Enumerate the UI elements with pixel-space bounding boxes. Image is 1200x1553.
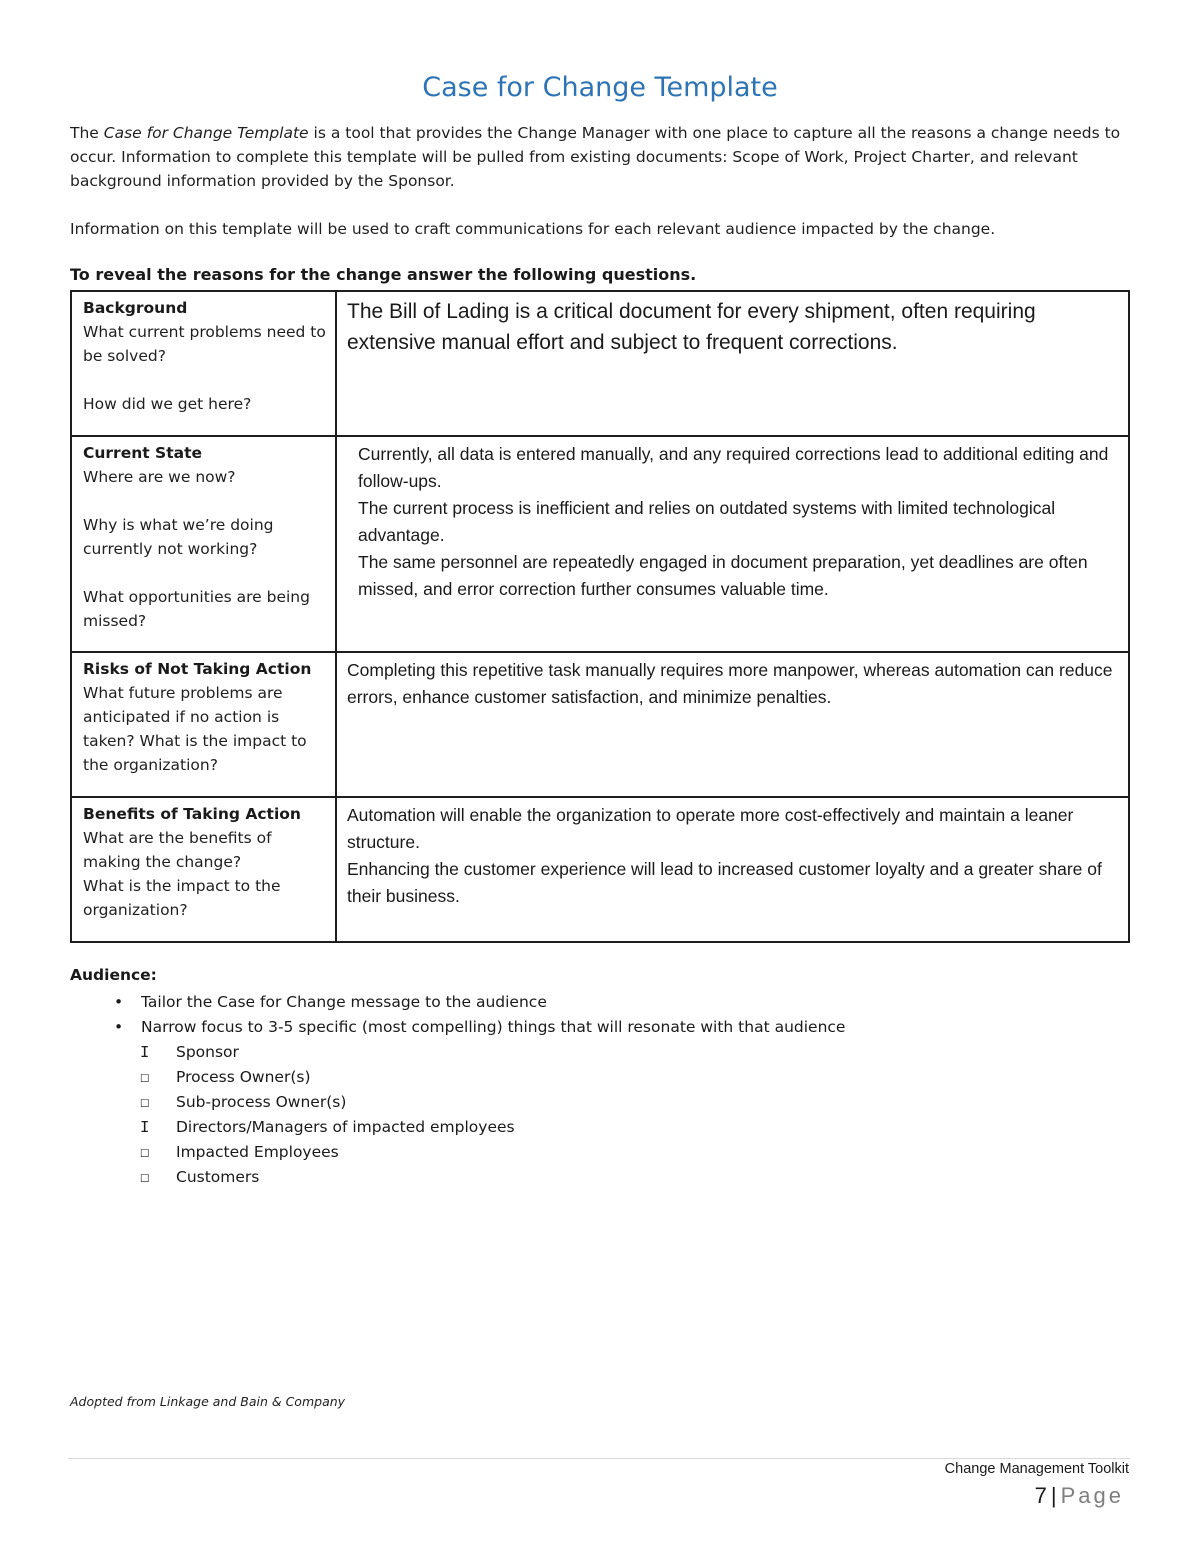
checkbox-icon[interactable]: I: [140, 1043, 150, 1061]
benefits-answer-1: Automation will enable the organization to operate more cost-effectively and maintain a leaner structure.: [347, 805, 1074, 852]
page-word: Page: [1060, 1483, 1124, 1508]
footer-divider: [68, 1458, 1130, 1459]
audience-checklist: [70, 1040, 515, 1190]
intro-prefix: The: [70, 124, 104, 142]
background-heading: Background: [83, 299, 188, 317]
page-number-value: 7: [1034, 1483, 1047, 1508]
current-state-question-3: What opportunities are being missed?: [83, 588, 310, 630]
risks-heading: Risks of Not Taking Action: [83, 660, 312, 678]
intro-paragraph-2: Information on this template will be used to craft communications for each relevant audience impacted by the change.: [70, 220, 996, 238]
intro-paragraph-1: [70, 121, 1130, 193]
benefits-heading: Benefits of Taking Action: [83, 805, 301, 823]
risks-answer: Completing this repetitive task manually requires more manpower, whereas automation can reduce errors, enhance customer satisfaction, and minimize penalties.: [347, 660, 1113, 707]
current-state-questions-cell: [71, 436, 336, 652]
checklist-label: Impacted Employees: [176, 1143, 339, 1161]
current-state-question-2: Why is what we’re doing currently not working?: [83, 516, 274, 558]
questions-heading: To reveal the reasons for the change answer the following questions.: [70, 265, 697, 284]
checklist-item-directors-managers[interactable]: [70, 1115, 515, 1140]
background-question-2: How did we get here?: [83, 395, 252, 413]
benefits-answer: [347, 802, 1120, 910]
intro-template-name: Case for Change Template: [103, 124, 309, 142]
table-row-current-state: [71, 436, 1129, 652]
benefits-questions-cell: [71, 797, 336, 942]
checkbox-icon[interactable]: ☐: [140, 1093, 150, 1111]
checkbox-icon[interactable]: ☐: [140, 1068, 150, 1086]
bullet-icon: •: [114, 1018, 124, 1036]
intro-rest: is a tool that provides the Change Manager with one place to capture all the reasons a change needs to occur. Information to complete this template will be pulled from existing documents: Scope of Work, Project Charter, and relevant background information provided by the Sponsor.: [70, 124, 1121, 190]
background-answer-cell[interactable]: [336, 291, 1129, 436]
page-title: Case for Change Template: [422, 72, 778, 103]
current-state-answer-2: The current process is inefficient and relies on outdated systems with limited technological advantage.: [358, 498, 1056, 545]
checklist-item-sponsor[interactable]: [70, 1040, 515, 1065]
page-separator: |: [1050, 1483, 1057, 1508]
table-row-risks: [71, 652, 1129, 797]
checklist-item-customers[interactable]: [70, 1165, 515, 1190]
footer-doc-title: Change Management Toolkit: [944, 1461, 1129, 1477]
background-answer: The Bill of Lading is a critical document for every shipment, often requiring extensive manual effort and subject to frequent corrections.: [347, 300, 1036, 354]
case-table: [70, 290, 1130, 943]
background-questions-cell: [71, 291, 336, 436]
checklist-label: Customers: [176, 1168, 260, 1186]
current-state-question-1: Where are we now?: [83, 468, 236, 486]
checklist-label: Process Owner(s): [176, 1068, 311, 1086]
audience-bullet-list: [70, 990, 845, 1040]
benefits-answer-cell[interactable]: [336, 797, 1129, 942]
checkbox-icon[interactable]: ☐: [140, 1168, 150, 1186]
page-number: [1035, 1483, 1124, 1509]
current-state-answer-3: The same personnel are repeatedly engaged in document preparation, yet deadlines are often missed, and error correction further consumes valuable time.: [358, 552, 1088, 599]
current-state-answer: [358, 441, 1120, 603]
checkbox-icon[interactable]: ☐: [140, 1143, 150, 1161]
benefits-answer-2: Enhancing the customer experience will lead to increased customer loyalty and a greater share of their business.: [347, 859, 1102, 906]
risks-question-1: What future problems are anticipated if no action is taken? What is the impact to the organization?: [83, 684, 307, 774]
current-state-heading: Current State: [83, 444, 203, 462]
intro-text: [70, 121, 1130, 241]
background-question-1: What current problems need to be solved?: [83, 323, 326, 365]
bullet-text: Narrow focus to 3-5 specific (most compelling) things that will resonate with that audience: [141, 1018, 846, 1036]
risks-answer-cell[interactable]: [336, 652, 1129, 797]
table-row-background: [71, 291, 1129, 436]
benefits-question-1: What are the benefits of making the change?: [83, 829, 272, 871]
audience-heading: Audience:: [70, 966, 157, 984]
benefits-question-2: What is the impact to the organization?: [83, 877, 281, 919]
checklist-label: Sponsor: [176, 1043, 239, 1061]
list-item: [70, 990, 845, 1015]
bullet-text: Tailor the Case for Change message to the audience: [141, 993, 547, 1011]
checklist-item-process-owners[interactable]: [70, 1065, 515, 1090]
table-row-benefits: [71, 797, 1129, 942]
attribution-note: Adopted from Linkage and Bain & Company: [70, 1394, 346, 1409]
risks-questions-cell: [71, 652, 336, 797]
current-state-answer-1: Currently, all data is entered manually, and any required corrections lead to additional editing and follow-ups.: [358, 444, 1109, 491]
list-item: [70, 1015, 845, 1040]
bullet-icon: •: [114, 993, 124, 1011]
checklist-item-sub-process-owners[interactable]: [70, 1090, 515, 1115]
checklist-label: Sub-process Owner(s): [176, 1093, 347, 1111]
current-state-answer-cell[interactable]: [336, 436, 1129, 652]
checklist-item-impacted-employees[interactable]: [70, 1140, 515, 1165]
checkbox-icon[interactable]: I: [140, 1118, 150, 1136]
checklist-label: Directors/Managers of impacted employees: [176, 1118, 515, 1136]
